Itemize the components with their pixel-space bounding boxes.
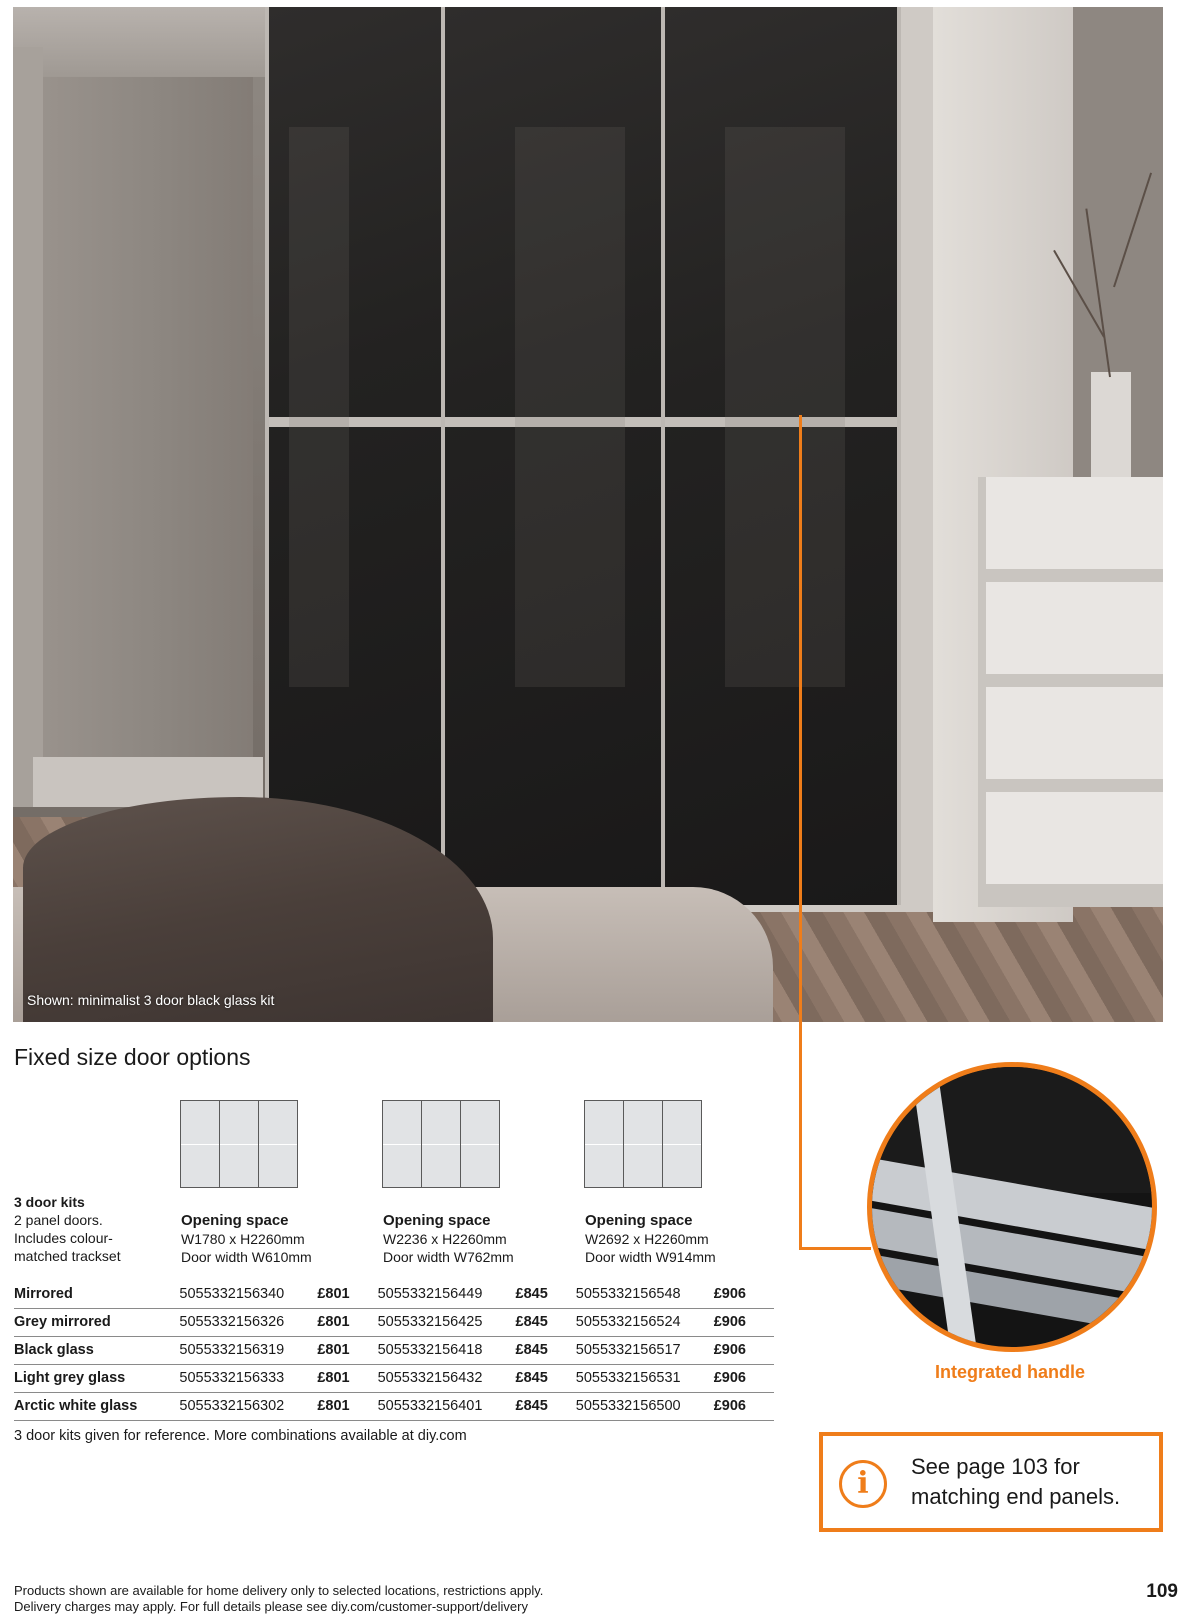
door-reflection xyxy=(725,127,845,687)
price: £845 xyxy=(515,1342,548,1358)
table-row xyxy=(14,1336,774,1364)
spec-door-width: Door width W610mm xyxy=(181,1249,312,1265)
wardrobe-door-left xyxy=(265,7,445,905)
price: £906 xyxy=(713,1398,746,1414)
door-diagram-3 xyxy=(584,1100,702,1188)
spec-heading: Opening space xyxy=(181,1212,289,1229)
info-text xyxy=(911,1452,1120,1512)
callout-line-horizontal xyxy=(799,1247,871,1250)
wardrobe-door-right xyxy=(661,7,901,905)
product-code: 5055332156302 xyxy=(179,1398,285,1414)
table-row xyxy=(14,1280,774,1308)
drawer xyxy=(986,792,1163,884)
kit-desc-line: Includes colour- xyxy=(14,1230,113,1246)
info-line: See page 103 for xyxy=(911,1454,1080,1479)
wall-left xyxy=(13,7,253,787)
pillar-left xyxy=(13,47,43,807)
section-title: Fixed size door options xyxy=(14,1044,251,1070)
finish-name: Arctic white glass xyxy=(14,1398,138,1414)
wardrobe xyxy=(265,7,933,912)
product-code: 5055332156333 xyxy=(179,1370,285,1386)
door-panel xyxy=(624,1101,663,1187)
footer-line: Products shown are available for home delivery only to selected locations, restrictions apply. xyxy=(14,1583,544,1598)
product-code: 5055332156517 xyxy=(575,1342,681,1358)
drawer xyxy=(986,477,1163,569)
product-code: 5055332156500 xyxy=(575,1398,681,1414)
product-code: 5055332156425 xyxy=(377,1314,483,1330)
page-number: 109 xyxy=(1146,1581,1178,1602)
integrated-handle-detail-image xyxy=(867,1062,1157,1352)
spec-column-1 xyxy=(181,1212,312,1266)
price: £845 xyxy=(515,1314,548,1330)
price: £845 xyxy=(515,1398,548,1414)
door-panel xyxy=(259,1101,297,1187)
hero-caption: Shown: minimalist 3 door black glass kit xyxy=(27,992,275,1008)
table-row xyxy=(14,1392,774,1420)
spec-size: W2692 x H2260mm xyxy=(585,1231,709,1247)
price: £801 xyxy=(317,1398,350,1414)
product-code: 5055332156524 xyxy=(575,1314,681,1330)
price: £845 xyxy=(515,1370,548,1386)
spec-size: W2236 x H2260mm xyxy=(383,1231,507,1247)
finish-name: Mirrored xyxy=(14,1285,73,1302)
price: £801 xyxy=(317,1285,350,1302)
price-table xyxy=(14,1280,774,1421)
wardrobe-door-middle xyxy=(441,7,665,905)
door-diagram-2 xyxy=(382,1100,500,1188)
spec-size: W1780 x H2260mm xyxy=(181,1231,305,1247)
info-line: matching end panels. xyxy=(911,1484,1121,1509)
drawer xyxy=(986,687,1163,779)
door-panel xyxy=(220,1101,259,1187)
chest-of-drawers xyxy=(978,477,1163,907)
door-panel xyxy=(181,1101,220,1187)
product-code: 5055332156418 xyxy=(377,1342,483,1358)
door-panel xyxy=(461,1101,499,1187)
finish-name: Grey mirrored xyxy=(14,1314,111,1330)
door-panel xyxy=(585,1101,624,1187)
door-reflection xyxy=(289,127,349,687)
callout-line-vertical xyxy=(799,415,802,1250)
product-code: 5055332156319 xyxy=(179,1342,285,1358)
product-code: 5055332156548 xyxy=(575,1285,681,1302)
price: £801 xyxy=(317,1314,350,1330)
door-panel xyxy=(383,1101,422,1187)
kit-desc-line: 2 panel doors. xyxy=(14,1212,103,1228)
info-box xyxy=(819,1432,1163,1532)
spec-door-width: Door width W762mm xyxy=(383,1249,514,1265)
drawer xyxy=(986,582,1163,674)
detail-label: Integrated handle xyxy=(934,1362,1086,1382)
price: £906 xyxy=(713,1314,746,1330)
spec-heading: Opening space xyxy=(585,1212,693,1229)
product-code: 5055332156531 xyxy=(575,1370,681,1386)
footer-line: Delivery charges may apply. For full details please see diy.com/customer-support/delivery xyxy=(14,1599,528,1614)
price: £906 xyxy=(713,1285,746,1302)
info-icon: i xyxy=(839,1460,887,1508)
price: £845 xyxy=(515,1285,548,1302)
price: £801 xyxy=(317,1342,350,1358)
spec-column-3 xyxy=(585,1212,716,1266)
spec-column-2 xyxy=(383,1212,514,1266)
spec-door-width: Door width W914mm xyxy=(585,1249,716,1265)
vase xyxy=(1091,372,1131,477)
product-code: 5055332156432 xyxy=(377,1370,483,1386)
hero-image xyxy=(13,7,1163,1022)
product-code: 5055332156326 xyxy=(179,1314,285,1330)
price: £801 xyxy=(317,1370,350,1386)
price: £906 xyxy=(713,1342,746,1358)
finish-name: Black glass xyxy=(14,1342,94,1358)
kit-title: 3 door kits xyxy=(14,1194,85,1210)
spec-heading: Opening space xyxy=(383,1212,491,1229)
footer-disclaimer xyxy=(14,1583,543,1615)
table-note: 3 door kits given for reference. More combinations available at diy.com xyxy=(14,1428,467,1444)
kit-desc-line: matched trackset xyxy=(14,1248,121,1264)
product-code: 5055332156449 xyxy=(377,1285,483,1302)
door-panel xyxy=(663,1101,701,1187)
kit-info xyxy=(14,1193,121,1265)
door-reflection xyxy=(515,127,625,687)
product-code: 5055332156340 xyxy=(179,1285,285,1302)
product-code: 5055332156401 xyxy=(377,1398,483,1414)
price: £906 xyxy=(713,1370,746,1386)
door-diagram-1 xyxy=(180,1100,298,1188)
door-panel xyxy=(422,1101,461,1187)
table-row xyxy=(14,1364,774,1392)
table-row xyxy=(14,1308,774,1336)
finish-name: Light grey glass xyxy=(14,1370,126,1386)
